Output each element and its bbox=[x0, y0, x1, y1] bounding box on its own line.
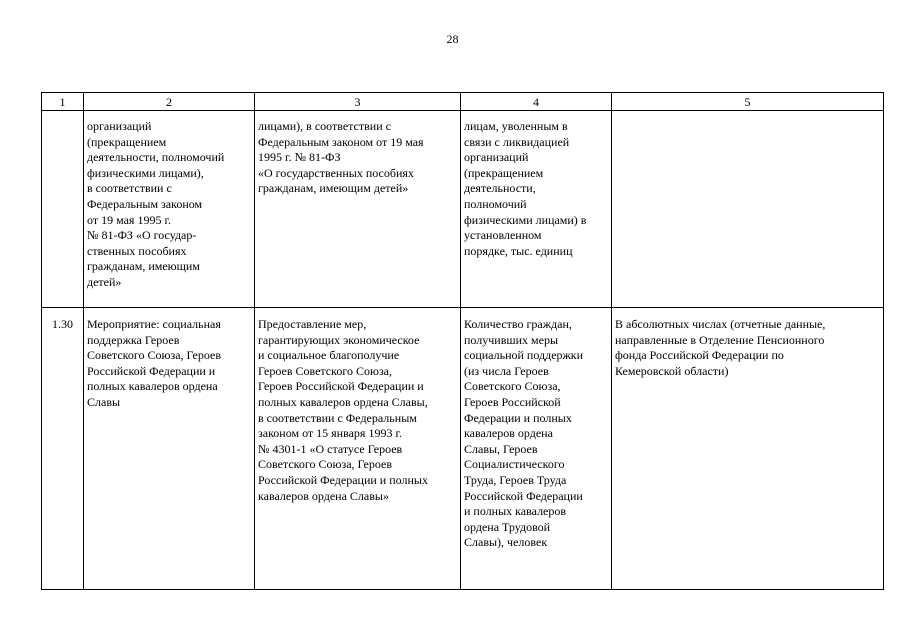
column-number-3: 3 bbox=[255, 93, 461, 111]
indicators-table bbox=[41, 92, 884, 590]
column-number-2: 2 bbox=[84, 93, 255, 111]
table-header-row bbox=[42, 93, 884, 111]
table-row-1-30 bbox=[42, 308, 884, 590]
cell-event-name: организаций (прекращением деятельности, полномочий физическими лицами), в соответствии с Федеральным законом от 19 мая 1995 г. № 81-ФЗ «О государ- ственных пособиях гражданам, имеющим детей» bbox=[84, 111, 255, 308]
cell-method bbox=[612, 111, 884, 308]
cell-description: лицами), в соответствии с Федеральным законом от 19 мая 1995 г. № 81-ФЗ «О государственных пособиях гражданам, имеющим детей» bbox=[255, 111, 461, 308]
table-row-continuation bbox=[42, 111, 884, 308]
column-number-1: 1 bbox=[42, 93, 84, 111]
cell-indicator: Количество граждан, получивших меры социальной поддержки (из числа Героев Советского Союза, Героев Российской Федерации и полных кавалеров ордена Славы, Героев Социалистического Труда, Героев Труда Российской Федерации и полных кавалеров ордена Трудовой Славы), человек bbox=[461, 308, 612, 590]
cell-indicator: лицам, уволенным в связи с ликвидацией организаций (прекращением деятельности, полномочий физическими лицами) в установленном порядке, тыс. единиц bbox=[461, 111, 612, 308]
column-number-4: 4 bbox=[461, 93, 612, 111]
cell-row-number: 1.30 bbox=[42, 308, 84, 590]
page-number: 28 bbox=[446, 32, 459, 46]
cell-method: В абсолютных числах (отчетные данные, направленные в Отделение Пенсионного фонда Российской Федерации по Кемеровской области) bbox=[612, 308, 884, 590]
cell-row-number bbox=[42, 111, 84, 308]
column-number-5: 5 bbox=[612, 93, 884, 111]
cell-description: Предоставление мер, гарантирующих экономическое и социальное благополучие Героев Советского Союза, Героев Российской Федерации и полных кавалеров ордена Славы, в соответствии с Федеральным законом от 15 января 1993 г. № 4301-1 «О статусе Героев Советского Союза, Героев Российской Федерации и полных кавалеров ордена Славы» bbox=[255, 308, 461, 590]
cell-event-name: Мероприятие: социальная поддержка Героев Советского Союза, Героев Российской Федерации и полных кавалеров ордена Славы bbox=[84, 308, 255, 590]
